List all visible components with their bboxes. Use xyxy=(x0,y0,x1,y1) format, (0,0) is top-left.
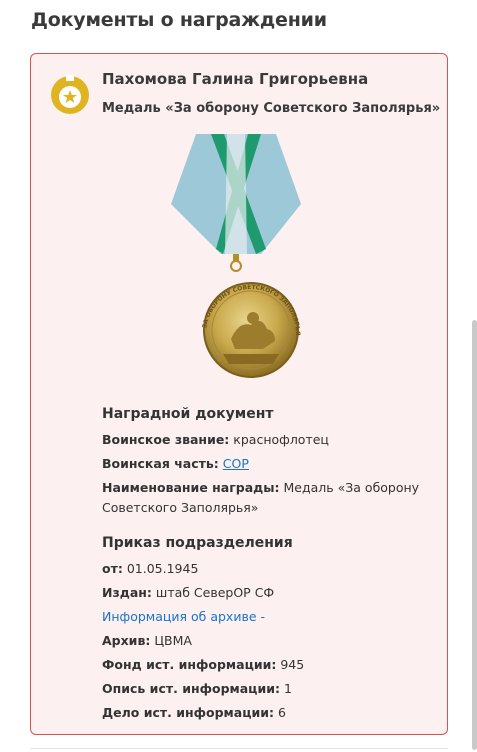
delo-row xyxy=(102,703,432,723)
divider xyxy=(30,748,448,749)
order-issued-row xyxy=(102,583,432,603)
fond-label: Фонд ист. информации: xyxy=(102,657,277,672)
rank-row xyxy=(102,430,432,450)
award-document-heading: Наградной документ xyxy=(102,406,274,422)
section-title: Документы о награждении xyxy=(31,9,327,31)
order-issued-value: штаб СеверОР СФ xyxy=(155,585,275,600)
opis-label: Опись ист. информации: xyxy=(102,681,280,696)
award-title-value: Медаль «За оборону Советского Заполярья» xyxy=(102,480,420,515)
archive-info-link[interactable]: Информация об архиве - xyxy=(102,609,265,624)
delo-label: Дело ист. информации: xyxy=(102,705,274,720)
medal-image xyxy=(161,134,311,384)
person-name: Пахомова Галина Григорьевна xyxy=(102,70,369,88)
gold-star-badge-icon xyxy=(49,74,91,116)
archive-info-row xyxy=(102,607,432,627)
order-heading: Приказ подразделения xyxy=(102,535,293,551)
archive-label: Архив: xyxy=(102,633,151,648)
award-document-block xyxy=(102,406,432,522)
opis-row xyxy=(102,679,432,699)
award-card xyxy=(30,53,448,735)
unit-label: Воинская часть: xyxy=(102,456,219,471)
award-name: Медаль «За оборону Советского Заполярья» xyxy=(102,101,441,116)
order-issued-label: Издан: xyxy=(102,585,152,600)
fond-value: 945 xyxy=(280,657,305,672)
archive-row xyxy=(102,631,432,651)
order-date-value: 01.05.1945 xyxy=(126,561,199,576)
scrollbar[interactable] xyxy=(472,320,477,750)
fond-row xyxy=(102,655,432,675)
unit-link[interactable]: СОР xyxy=(222,456,249,471)
medal-inscription: ЗА ОБОРОНУ СОВЕТСКОГО ЗАПОЛЯРЬЯ xyxy=(201,283,302,336)
rank-value: краснофлотец xyxy=(233,432,329,447)
opis-value: 1 xyxy=(283,681,292,696)
delo-value: 6 xyxy=(277,705,286,720)
archive-value: ЦВМА xyxy=(154,633,192,648)
order-date-row xyxy=(102,559,432,579)
award-title-label: Наименование награды: xyxy=(102,480,280,495)
rank-label: Воинское звание: xyxy=(102,432,230,447)
order-block xyxy=(102,535,432,727)
unit-row xyxy=(102,454,432,474)
award-title-row xyxy=(102,478,432,518)
order-date-label: от: xyxy=(102,561,123,576)
